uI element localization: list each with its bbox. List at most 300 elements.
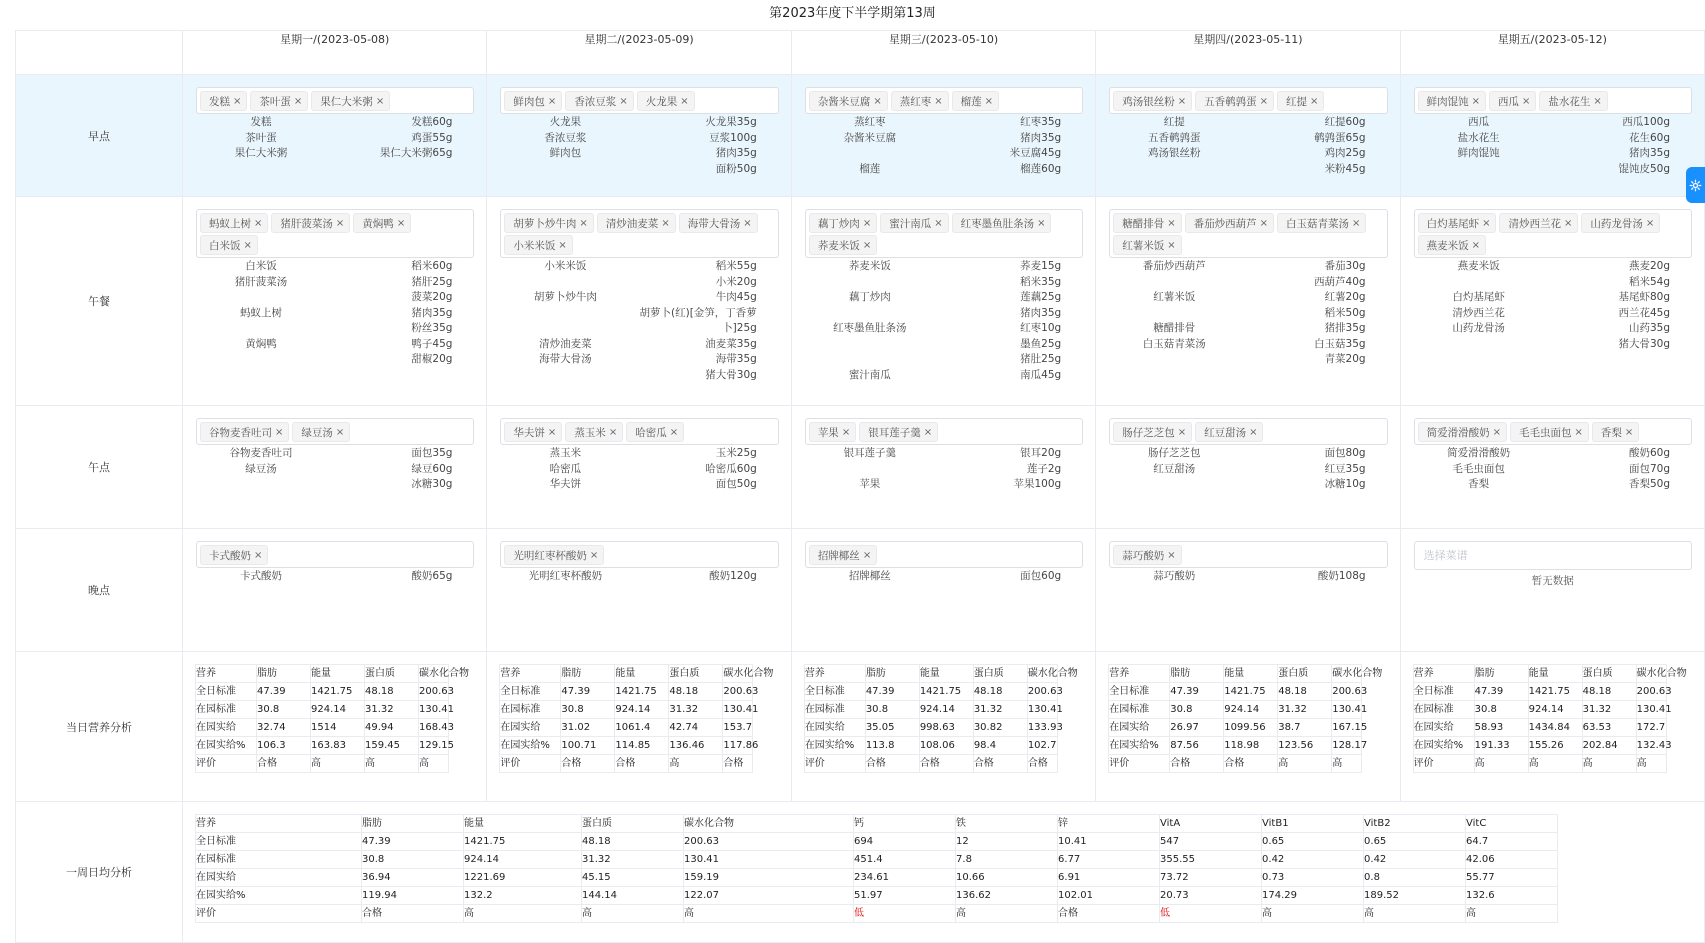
remove-tag-icon[interactable]: × <box>1351 217 1361 229</box>
meal-detail <box>805 259 1083 383</box>
nutrition-header: 能量 <box>1528 665 1582 683</box>
nutrition-data-row <box>500 701 753 719</box>
nutrition-value: 32.74 <box>257 719 311 737</box>
meal-cell <box>1400 406 1704 529</box>
recipe-select[interactable] <box>1414 87 1692 114</box>
recipe-tag <box>504 91 562 111</box>
nutrition-value: 102.7 <box>1027 737 1057 755</box>
remove-tag-icon[interactable]: × <box>375 95 385 107</box>
recipe-tag-label: 小米米饭 <box>513 239 556 252</box>
weekly-value: 47.39 <box>362 833 464 851</box>
recipe-tag <box>250 91 308 111</box>
nutrition-value: 在园标准 <box>1413 701 1474 719</box>
nutrition-header: 能量 <box>919 665 973 683</box>
meal-detail <box>1414 115 1692 177</box>
ingredient-list: 酸奶108g <box>1317 570 1366 582</box>
nutrition-value: 30.82 <box>973 719 1027 737</box>
meal-cell-inner <box>183 75 486 162</box>
nutrition-data-row <box>1109 701 1362 719</box>
meal-cell <box>183 529 487 652</box>
weekly-value: 36.94 <box>362 869 464 887</box>
nutrition-header: 脂肪 <box>561 665 615 683</box>
ingredient-list: 番茄30g 西葫芦40g 红薯20g 稻米50g 猪排35g 白玉菇35g 青菜20g <box>1314 260 1366 365</box>
remove-tag-icon[interactable]: × <box>1177 95 1187 107</box>
nutrition-value: 113.8 <box>865 737 919 755</box>
weekly-value: 31.32 <box>582 851 684 869</box>
remove-tag-icon[interactable]: × <box>873 95 882 107</box>
remove-tag-icon[interactable]: × <box>862 549 872 561</box>
meal-cell <box>1400 197 1704 406</box>
weekly-value: 451.4 <box>854 851 956 869</box>
nutrition-header: 碳水化合物 <box>1332 665 1362 683</box>
recipe-tag <box>1489 91 1536 111</box>
remove-tag-icon[interactable]: × <box>680 95 689 107</box>
meal-cell-inner <box>792 529 1095 585</box>
recipe-select[interactable] <box>805 209 1083 258</box>
nutrition-value: 924.14 <box>1224 701 1278 719</box>
remove-tag-icon[interactable]: × <box>547 95 557 107</box>
recipe-select[interactable] <box>196 87 474 114</box>
recipe-select[interactable] <box>805 418 1083 445</box>
nutrition-header: 蛋白质 <box>669 665 723 683</box>
nutrition-value: 1421.75 <box>1224 683 1278 701</box>
weekly-header: VitA <box>1160 815 1262 833</box>
remove-tag-icon[interactable]: × <box>1624 426 1634 438</box>
weekly-data-row <box>196 851 1558 869</box>
nutrition-value: 1061.4 <box>615 719 669 737</box>
meal-cell-inner <box>1401 197 1704 352</box>
nutrition-value: 49.94 <box>365 719 419 737</box>
nutrition-value: 172.7 <box>1636 719 1666 737</box>
remove-tag-icon[interactable]: × <box>1167 239 1176 251</box>
meal-detail <box>1109 115 1387 177</box>
remove-tag-icon[interactable]: × <box>589 549 599 561</box>
nutrition-value: 48.18 <box>1582 683 1636 701</box>
weekly-header: VitB1 <box>1262 815 1364 833</box>
remove-tag-icon[interactable]: × <box>293 95 303 107</box>
nutrition-value: 1514 <box>311 719 365 737</box>
recipe-tag-label: 谷物麦香吐司 <box>209 426 273 439</box>
nutrition-value: 63.53 <box>1582 719 1636 737</box>
nutrition-header-row <box>1109 665 1362 683</box>
remove-tag-icon[interactable]: × <box>547 426 557 438</box>
remove-tag-icon[interactable]: × <box>396 217 406 229</box>
remove-tag-icon[interactable]: × <box>579 217 588 229</box>
remove-tag-icon[interactable]: × <box>254 217 263 229</box>
recipe-tag-label: 鲜肉包 <box>513 95 545 108</box>
nutrition-value: 合格 <box>1170 755 1224 773</box>
weekly-value: 51.97 <box>854 887 956 905</box>
weekly-value: 136.62 <box>956 887 1058 905</box>
meal-cell-inner <box>1096 197 1399 368</box>
recipe-tag-label: 苹果 <box>817 426 839 439</box>
meal-cell-inner <box>1096 529 1399 585</box>
recipe-select[interactable] <box>500 541 778 568</box>
recipe-tag-label: 荞麦米饭 <box>817 239 860 252</box>
recipe-tag <box>504 235 572 255</box>
recipe-tag-label: 糖醋排骨 <box>1122 217 1165 230</box>
recipe-select[interactable] <box>196 418 474 445</box>
nutrition-value: 合格 <box>561 755 615 773</box>
meal-cell <box>487 529 791 652</box>
recipe-select-placeholder: 选择菜谱 <box>1423 549 1468 562</box>
nutrition-value: 全日标准 <box>196 683 257 701</box>
remove-tag-icon[interactable]: × <box>335 217 345 229</box>
meal-cell <box>1096 197 1400 406</box>
remove-tag-icon[interactable]: × <box>1259 95 1268 107</box>
nutrition-cell <box>487 652 791 802</box>
recipe-tag <box>1592 422 1639 442</box>
nutrition-value: 30.8 <box>865 701 919 719</box>
remove-tag-icon[interactable]: × <box>619 95 628 107</box>
remove-tag-icon[interactable]: × <box>743 217 752 229</box>
recipe-tag <box>1185 213 1274 233</box>
meal-detail <box>1414 259 1692 352</box>
recipe-tag <box>565 91 633 111</box>
nutrition-data-row <box>1109 683 1362 701</box>
nutrition-data-row <box>196 683 449 701</box>
nutrition-label: 当日营养分析 <box>16 652 183 802</box>
weekly-data-row <box>196 869 1558 887</box>
recipe-tag-label: 简爱滑滑酸奶 <box>1426 426 1490 439</box>
nutrition-value: 1099.56 <box>1224 719 1278 737</box>
recipe-tag <box>504 213 593 233</box>
weekly-value: 547 <box>1160 833 1262 851</box>
nutrition-table <box>1413 664 1687 773</box>
weekly-header: 锌 <box>1058 815 1160 833</box>
meal-label: 晚点 <box>16 529 183 652</box>
nutrition-value: 合格 <box>615 755 669 773</box>
dish-list: 光明红枣杯酸奶 <box>528 570 603 582</box>
weekly-value: 132.2 <box>464 887 582 905</box>
recipe-tag-label: 华夫饼 <box>513 426 545 439</box>
corner-cell <box>16 31 183 75</box>
meal-cell <box>183 75 487 197</box>
weekly-value: 174.29 <box>1262 887 1364 905</box>
recipe-select[interactable] <box>196 541 474 568</box>
remove-tag-icon[interactable]: × <box>1471 95 1480 107</box>
remove-tag-icon[interactable]: × <box>1037 217 1046 229</box>
nutrition-header-row <box>500 665 753 683</box>
nutrition-value: 合格 <box>257 755 311 773</box>
remove-tag-icon[interactable]: × <box>841 426 851 438</box>
dish-list: 招牌椰丝 <box>848 570 891 582</box>
remove-tag-icon[interactable]: × <box>608 426 618 438</box>
ingredient-list: 面包35g 绿豆60g 冰糖30g <box>411 447 453 490</box>
nutrition-value: 100.71 <box>561 737 615 755</box>
weekly-value: 0.42 <box>1364 851 1466 869</box>
meal-cell-inner <box>183 529 486 585</box>
nutrition-table <box>1108 664 1383 773</box>
meal-detail <box>196 259 474 368</box>
nutrition-header: 能量 <box>615 665 669 683</box>
remove-tag-icon[interactable]: × <box>1574 426 1583 438</box>
remove-tag-icon[interactable]: × <box>243 239 252 251</box>
meal-cell-inner <box>487 75 790 177</box>
recipe-tag-label: 蒸红枣 <box>899 95 932 108</box>
nutrition-value: 118.98 <box>1224 737 1278 755</box>
dish-list: 蒸红枣 杂酱米豆腐 榴莲 <box>843 116 897 175</box>
recipe-select[interactable] <box>1414 418 1692 445</box>
recipe-select[interactable] <box>1109 541 1387 568</box>
remove-tag-icon[interactable]: × <box>1563 217 1573 229</box>
nutrition-value: 高 <box>1582 755 1636 773</box>
weekly-value: 102.01 <box>1058 887 1160 905</box>
nutrition-header: 碳水化合物 <box>419 665 449 683</box>
weekly-value: 122.07 <box>684 887 854 905</box>
nutrition-value: 在园实给% <box>500 737 561 755</box>
nutrition-value: 在园实给 <box>500 719 561 737</box>
nutrition-value: 163.83 <box>311 737 365 755</box>
weekly-value: 1421.75 <box>464 833 582 851</box>
nutrition-data-row <box>1413 701 1666 719</box>
nutrition-value: 114.85 <box>615 737 669 755</box>
weekly-value: 42.06 <box>1466 851 1558 869</box>
weekly-header: 能量 <box>464 815 582 833</box>
nutrition-data-row <box>500 737 753 755</box>
remove-tag-icon[interactable]: × <box>1249 426 1258 438</box>
recipe-tag-label: 红豆甜汤 <box>1204 426 1247 439</box>
recipe-tag <box>504 545 604 565</box>
remove-tag-icon[interactable]: × <box>862 239 872 251</box>
nutrition-data-row <box>804 719 1057 737</box>
nutrition-data-row <box>1413 683 1666 701</box>
recipe-select[interactable] <box>805 87 1083 114</box>
recipe-tag-label: 黄焖鸭 <box>362 217 394 230</box>
recipe-tag-label: 五香鹌鹑蛋 <box>1204 95 1257 108</box>
recipe-select[interactable] <box>196 209 474 258</box>
remove-tag-icon[interactable]: × <box>1259 217 1268 229</box>
recipe-tag <box>809 422 856 442</box>
weekly-value: 119.94 <box>362 887 464 905</box>
recipe-tag-label: 藕丁炒肉 <box>817 217 860 230</box>
recipe-tag <box>1581 213 1660 233</box>
weekly-header: VitB2 <box>1364 815 1466 833</box>
meal-cell <box>183 406 487 529</box>
nutrition-value: 47.39 <box>561 683 615 701</box>
remove-tag-icon[interactable]: × <box>862 217 872 229</box>
weekly-value: 10.66 <box>956 869 1058 887</box>
nutrition-value: 1421.75 <box>919 683 973 701</box>
meal-cell <box>1096 75 1400 197</box>
remove-tag-icon[interactable]: × <box>984 95 993 107</box>
nutrition-value: 130.41 <box>1027 701 1057 719</box>
weekly-value: 6.77 <box>1058 851 1160 869</box>
recipe-tag <box>809 545 877 565</box>
ingredient-list: 发糕60g 鸡蛋55g 果仁大米粥65g <box>379 116 453 159</box>
nutrition-header: 营养 <box>804 665 865 683</box>
nutrition-value: 高 <box>1278 755 1332 773</box>
remove-tag-icon[interactable]: × <box>275 426 284 438</box>
nutrition-value: 在园标准 <box>1109 701 1170 719</box>
weekly-value: 高 <box>1262 905 1364 923</box>
remove-tag-icon[interactable]: × <box>661 217 670 229</box>
meal-cell-inner <box>1401 529 1704 588</box>
weekly-value: 924.14 <box>464 851 582 869</box>
ingredient-list: 玉米25g 哈密瓜60g 面包50g <box>705 447 757 490</box>
nutrition-value: 30.8 <box>257 701 311 719</box>
nutrition-value: 全日标准 <box>1413 683 1474 701</box>
remove-tag-icon[interactable]: × <box>1645 217 1655 229</box>
meal-cell-inner <box>792 75 1095 177</box>
nutrition-data-row <box>196 719 449 737</box>
meal-detail <box>500 569 778 585</box>
recipe-tag <box>637 91 695 111</box>
recipe-tag-label: 毛毛虫面包 <box>1518 426 1572 439</box>
recipe-tag <box>809 91 888 111</box>
meal-detail <box>500 446 778 493</box>
recipe-tag-label: 卡式酸奶 <box>209 549 252 562</box>
weekly-value: 10.41 <box>1058 833 1160 851</box>
weekly-value: 合格 <box>362 905 464 923</box>
nutrition-row <box>16 652 1705 802</box>
nutrition-value: 高 <box>1474 755 1528 773</box>
weekly-table <box>195 814 1558 923</box>
remove-tag-icon[interactable]: × <box>558 239 567 251</box>
nutrition-value: 48.18 <box>365 683 419 701</box>
weekly-value: 20.73 <box>1160 887 1262 905</box>
nutrition-header: 蛋白质 <box>973 665 1027 683</box>
dish-list: 蒸玉米 哈密瓜 华夫饼 <box>549 447 582 490</box>
recipe-tag <box>311 91 390 111</box>
recipe-tag <box>1113 91 1192 111</box>
recipe-select[interactable] <box>1109 418 1387 445</box>
meal-cell-inner <box>183 197 486 368</box>
nutrition-value: 191.33 <box>1474 737 1528 755</box>
recipe-tag <box>952 213 1052 233</box>
nutrition-data-row <box>1109 755 1362 773</box>
ingredient-list: 面包80g 红豆35g 冰糖10g <box>1324 447 1366 490</box>
recipe-tag-label: 蜜汁南瓜 <box>889 217 932 230</box>
weekly-label: 一周日均分析 <box>16 802 183 943</box>
weekly-value: 0.65 <box>1364 833 1466 851</box>
nutrition-value: 31.32 <box>973 701 1027 719</box>
nutrition-value: 42.74 <box>669 719 723 737</box>
meal-label: 早点 <box>16 75 183 197</box>
remove-tag-icon[interactable]: × <box>335 426 345 438</box>
nutrition-value: 924.14 <box>311 701 365 719</box>
weekly-value: 高 <box>582 905 684 923</box>
weekly-header: 脂肪 <box>362 815 464 833</box>
recipe-select[interactable] <box>500 418 778 445</box>
nutrition-header: 脂肪 <box>865 665 919 683</box>
remove-tag-icon[interactable]: × <box>1492 426 1501 438</box>
page-title: 第2023年度下半学期第13周 <box>769 6 936 21</box>
remove-tag-icon[interactable]: × <box>1521 95 1531 107</box>
nutrition-header: 能量 <box>311 665 365 683</box>
nutrition-cell <box>183 652 487 802</box>
remove-tag-icon[interactable]: × <box>1167 217 1176 229</box>
nutrition-value: 在园实给% <box>1413 737 1474 755</box>
recipe-select[interactable] <box>500 209 778 258</box>
remove-tag-icon[interactable]: × <box>254 549 263 561</box>
nutrition-value: 123.56 <box>1278 737 1332 755</box>
remove-tag-icon[interactable]: × <box>1167 549 1176 561</box>
recipe-select[interactable] <box>1109 209 1387 258</box>
recipe-tag <box>1277 91 1324 111</box>
recipe-tag-label: 招牌椰丝 <box>817 549 860 562</box>
nutrition-value: 在园标准 <box>804 701 865 719</box>
nutrition-data-row <box>1413 755 1666 773</box>
nutrition-data-row <box>804 737 1057 755</box>
meal-cell-inner <box>487 197 790 383</box>
nutrition-header: 脂肪 <box>1474 665 1528 683</box>
recipe-tag <box>1113 235 1181 255</box>
dish-list: 白米饭 猪肝菠菜汤 蚂蚁上树 黄焖鸭 <box>234 260 288 350</box>
nutrition-value: 30.8 <box>561 701 615 719</box>
weekly-header: 碳水化合物 <box>684 815 854 833</box>
recipe-tag-label: 香浓豆浆 <box>574 95 617 108</box>
recipe-tag-label: 红提 <box>1285 95 1307 108</box>
recipe-tag-label: 盐水花生 <box>1548 95 1591 108</box>
remove-tag-icon[interactable]: × <box>934 217 943 229</box>
remove-tag-icon[interactable]: × <box>1482 217 1491 229</box>
remove-tag-icon[interactable]: × <box>1177 426 1187 438</box>
recipe-select[interactable] <box>500 87 778 114</box>
recipe-tag <box>200 545 268 565</box>
settings-button[interactable] <box>1686 167 1705 203</box>
nutrition-value: 130.41 <box>723 701 753 719</box>
recipe-select[interactable] <box>1109 87 1387 114</box>
recipe-select[interactable] <box>805 541 1083 568</box>
nutrition-value: 合格 <box>723 755 753 773</box>
remove-tag-icon[interactable]: × <box>1309 95 1319 107</box>
recipe-tag-label: 银耳莲子羹 <box>868 426 921 439</box>
recipe-tag-label: 山药龙骨汤 <box>1590 217 1643 230</box>
weekly-value: 144.14 <box>582 887 684 905</box>
recipe-tag-label: 胡萝卜炒牛肉 <box>513 217 577 230</box>
nutrition-value: 130.41 <box>1332 701 1362 719</box>
meal-cell <box>791 75 1095 197</box>
ingredient-list: 酸奶60g 面包70g 香梨50g <box>1628 447 1670 490</box>
nutrition-value: 153.7 <box>723 719 753 737</box>
weekly-value: 低 <box>1160 905 1262 923</box>
dish-list: 番茄炒西葫芦 红薯米饭 糖醋排骨 白玉菇青菜汤 <box>1142 260 1206 350</box>
day-header: 星期一/(2023-05-08) <box>183 31 487 75</box>
nutrition-value: 200.63 <box>1027 683 1057 701</box>
remove-tag-icon[interactable]: × <box>1471 239 1480 251</box>
remove-tag-icon[interactable]: × <box>923 426 933 438</box>
nutrition-value: 130.41 <box>419 701 449 719</box>
nutrition-header: 碳水化合物 <box>723 665 753 683</box>
nutrition-data-row <box>196 755 449 773</box>
nutrition-value: 98.4 <box>973 737 1027 755</box>
meal-detail <box>1109 569 1387 585</box>
nutrition-value: 30.8 <box>1474 701 1528 719</box>
nutrition-value: 评价 <box>1109 755 1170 773</box>
nutrition-header-row <box>804 665 1057 683</box>
recipe-tag-label: 肠仔芝芝包 <box>1122 426 1175 439</box>
weekly-value: 高 <box>684 905 854 923</box>
meal-detail <box>805 115 1083 177</box>
nutrition-data-row <box>500 719 753 737</box>
weekly-value: 1221.69 <box>464 869 582 887</box>
nutrition-value: 评价 <box>1413 755 1474 773</box>
remove-tag-icon[interactable]: × <box>669 426 679 438</box>
remove-tag-icon[interactable]: × <box>1593 95 1602 107</box>
meal-row-lunch <box>16 197 1705 406</box>
recipe-select[interactable] <box>1414 209 1692 258</box>
remove-tag-icon[interactable]: × <box>934 95 943 107</box>
recipe-tag-label: 白米饭 <box>209 239 241 252</box>
nutrition-value: 在园实给 <box>196 719 257 737</box>
recipe-select[interactable] <box>1414 541 1692 570</box>
nutrition-data-row <box>804 755 1057 773</box>
nutrition-header: 蛋白质 <box>365 665 419 683</box>
remove-tag-icon[interactable]: × <box>233 95 242 107</box>
recipe-tag <box>1499 213 1578 233</box>
nutrition-value: 在园实给% <box>196 737 257 755</box>
